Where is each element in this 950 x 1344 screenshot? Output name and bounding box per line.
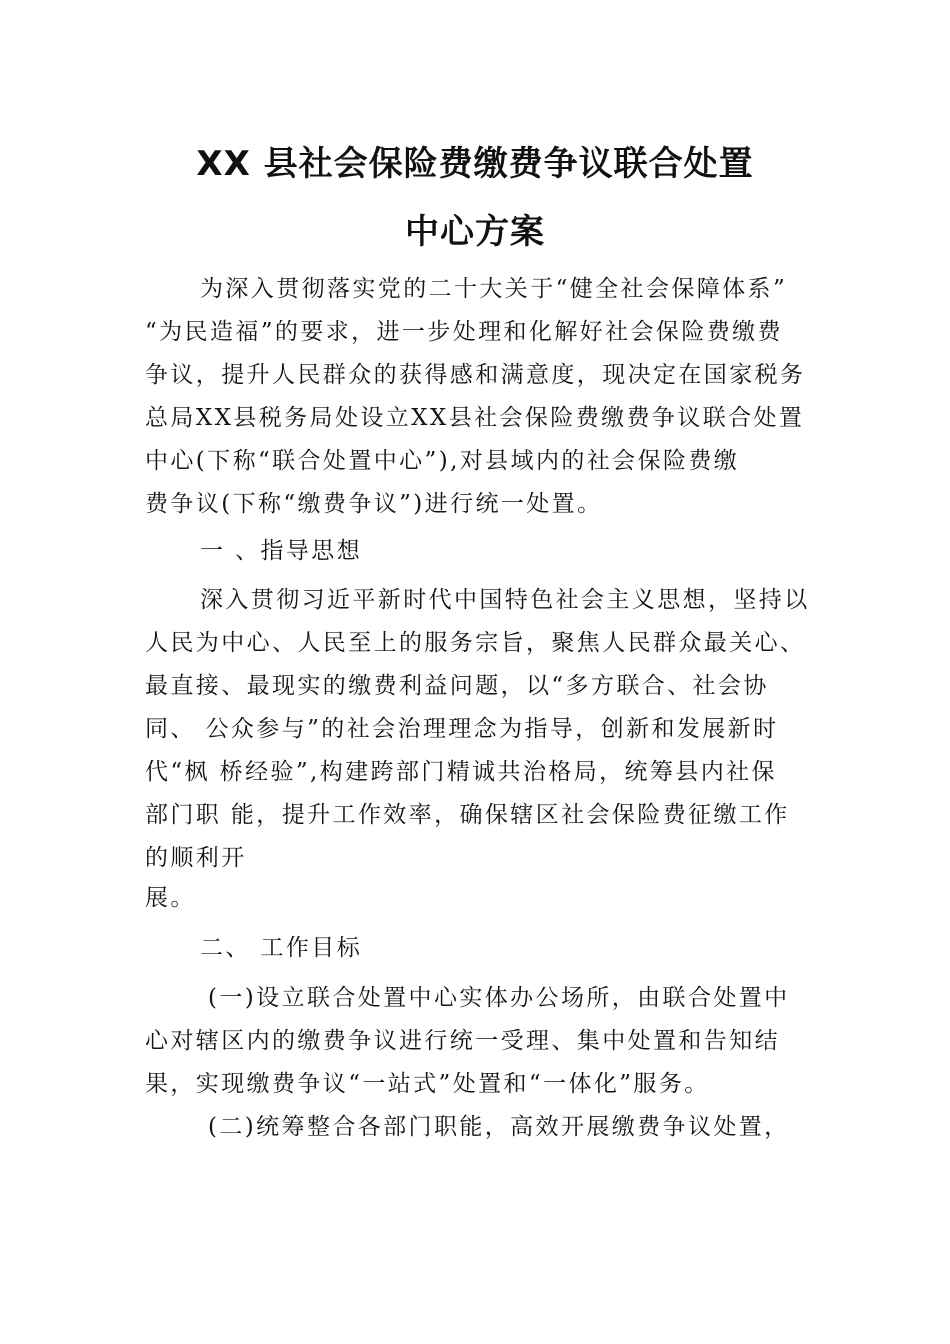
section1-line: 最直接、最现实的缴费利益问题，以“多方联合、社会协 (145, 673, 769, 699)
section2-item1-line: (一)设立联合处置中心实体办公场所，由联合处置中 (208, 985, 790, 1011)
intro-line: 中心(下称“联合处置中心”),对县域内的社会保险费缴 (145, 448, 740, 474)
section2-item1-line: 果，实现缴费争议“一站式”处置和“一体化”服务。 (145, 1071, 710, 1097)
document-title-line-2: 中心方案 (405, 212, 545, 252)
intro-line: 费争议(下称“缴费争议”)进行统一处置。 (145, 491, 603, 517)
intro-line: 争议，提升人民群众的获得感和满意度，现决定在国家税务 (145, 362, 806, 388)
section2-item2-line: (二)统筹整合各部门职能，高效开展缴费争议处置， (208, 1114, 790, 1140)
section-heading-guiding-ideology: 一 、指导思想 (200, 538, 363, 564)
section1-line: 部门职 能，提升工作效率，确保辖区社会保险费征缴工作 (145, 802, 790, 828)
intro-line: 为深入贯彻落实党的二十大关于“健全社会保障体系” (200, 276, 788, 302)
intro-line: 总局XX县税务局处设立XX县社会保险费缴费争议联合处置 (145, 405, 805, 431)
section1-line: 的顺利开 (145, 845, 247, 871)
section2-item1-line: 心对辖区内的缴费争议进行统一受理、集中处置和告知结 (145, 1028, 780, 1054)
section-heading-work-goals: 二、 工作目标 (200, 935, 363, 961)
document-title-line-1: XX 县社会保险费缴费争议联合处置 (196, 144, 754, 184)
section1-line: 人民为中心、人民至上的服务宗旨，聚焦人民群众最关心、 (145, 630, 806, 656)
section1-line: 深入贯彻习近平新时代中国特色社会主义思想，坚持以 (200, 587, 810, 613)
section1-line: 展。 (145, 885, 196, 911)
intro-line: “为民造福”的要求，进一步处理和化解好社会保险费缴费 (145, 319, 783, 345)
section1-line: 代“枫 桥经验”,构建跨部门精诚共治格局，统筹县内社保 (145, 759, 777, 785)
section1-line: 同、 公众参与”的社会治理理念为指导，创新和发展新时 (145, 716, 779, 742)
